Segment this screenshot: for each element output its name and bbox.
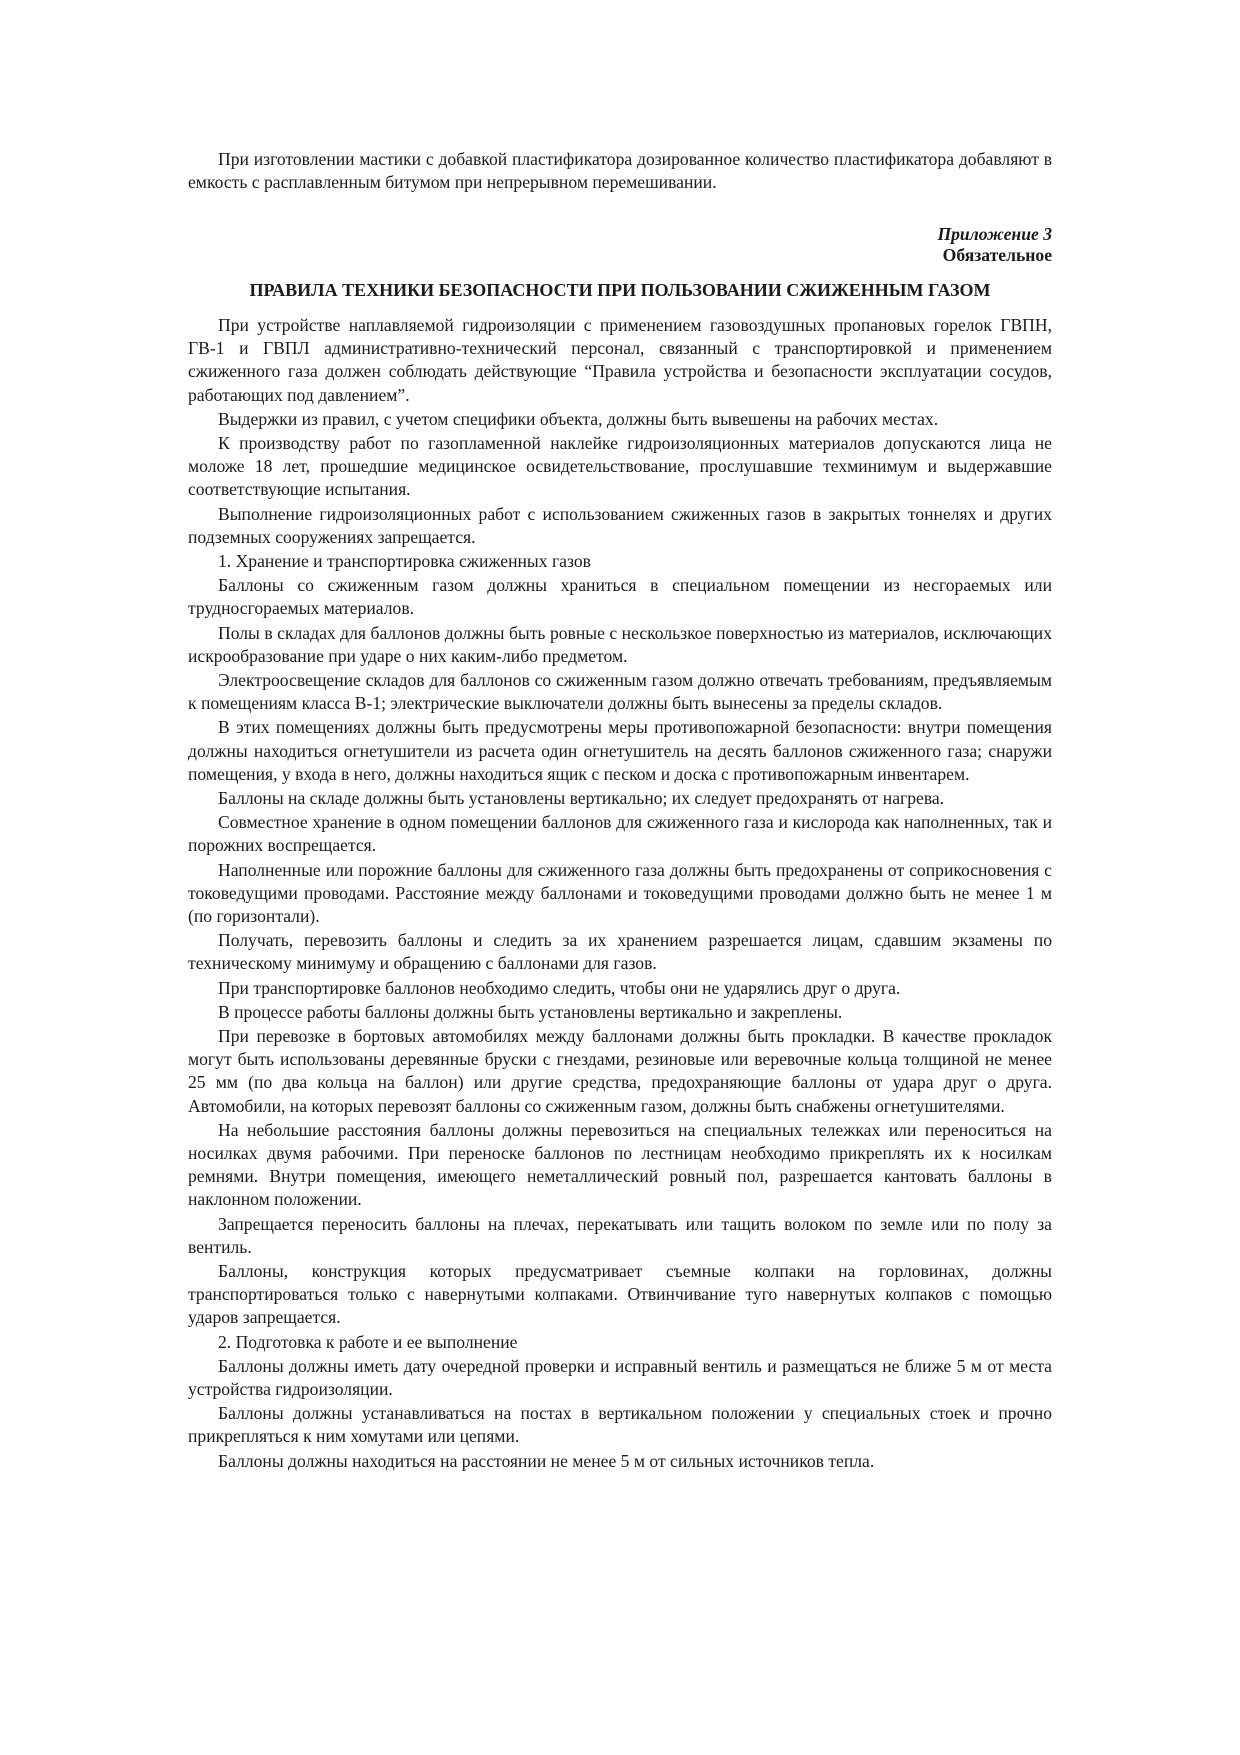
paragraph: Электроосвещение складов для баллонов со сжиженным газом должно отвечать требованиям, предъявляемым к помещениям класса В-1; электрические выключатели должны быть вынесены за пределы складов. bbox=[188, 669, 1052, 714]
paragraph: На небольшие расстояния баллоны должны перевозиться на специальных тележках или переноситься на носилках двумя рабочими. При переноске баллонов по лестницам необходимо прикреплять их к носилкам ремнями. Внутри помещения, имеющего неметаллический ровный пол, разрешается кантовать баллоны в наклонном положении. bbox=[188, 1119, 1052, 1210]
paragraph: Баллоны со сжиженным газом должны храниться в специальном помещении из несгораемых или трудносгораемых материалов. bbox=[188, 575, 1052, 619]
paragraph: Выдержки из правил, с учетом специфики объекта, должны быть вывешены на рабочих местах. bbox=[218, 408, 939, 429]
document-page bbox=[188, 148, 1052, 1474]
paragraph: При перевозке в бортовых автомобилях между баллонами должны быть прокладки. В качестве прокладок могут быть использованы деревянные бруски с гнездами, резиновые или веревочные кольца толщиной не менее 25 мм (по два кольца на баллон) или другие средства, предохраняющие баллоны от удара друг о друга. Автомобили, на которых перевозят баллоны со сжиженным газом, должны быть снабжены огнетушителями. bbox=[188, 1026, 1052, 1116]
paragraph: В процессе работы баллоны должны быть установлены вертикально и закреплены. bbox=[218, 1001, 843, 1022]
paragraph: В этих помещениях должны быть предусмотрены меры противопожарной безопасности: внутри помещения должны находиться огнетушители из расчета один огнетушитель на десять баллонов сжиженного газа; снаружи помещения, у входа в него, должны находиться ящик с песком и доска с противопожарным инвентарем. bbox=[188, 717, 1052, 784]
paragraph: При устройстве наплавляемой гидроизоляции с применением газовоздушных пропановых горелок ГВПН, ГВ-1 и ГВПЛ административно-технический персонал, связанный с транспортировкой и применением сжиженного газа должен соблюдать действующие “Правила устройства и безопасности эксплуатации сосудов, работающих под давлением”. bbox=[188, 314, 1052, 405]
intro-paragraph: При изготовлении мастики с добавкой пластификатора дозированное количество пластификатора добавляют в емкость с расплавленным битумом при непрерывном перемешивании. bbox=[188, 149, 1052, 193]
appendix-title: Приложение 3 bbox=[937, 224, 1052, 245]
paragraph: Получать, перевозить баллоны и следить за их хранением разрешается лицам, сдавшим экзамены по техническому минимуму и обращению с баллонами для газов. bbox=[188, 930, 1052, 974]
section-2-title: 2. Подготовка к работе и ее выполнение bbox=[218, 1331, 518, 1352]
paragraph: К производству работ по газопламенной наклейке гидроизоляционных материалов допускаются лица не моложе 18 лет, прошедшие медицинское освидетельствование, прослушавшие техминимум и выдержавшие соответствующие испытания. bbox=[188, 432, 1052, 500]
paragraph: Запрещается переносить баллоны на плечах, перекатывать или тащить волоком по земле или по полу за вентиль. bbox=[188, 1213, 1052, 1257]
section-1-title: 1. Хранение и транспортировка сжиженных газов bbox=[218, 550, 591, 571]
appendix-status: Обязательное bbox=[942, 245, 1052, 266]
paragraph: Баллоны, конструкция которых предусматривает съемные колпаки на горловинах, должны транспортироваться только с навернутыми колпаками. Отвинчивание туго навернутых колпаков с помощью ударов запрещается. bbox=[188, 1261, 1052, 1328]
paragraph: Баллоны должны иметь дату очередной проверки и исправный вентиль и размещаться не ближе 5 м от места устройства гидроизоляции. bbox=[188, 1355, 1052, 1400]
paragraph: Баллоны должны устанавливаться на постах в вертикальном положении у специальных стоек и прочно прикрепляться к ним хомутами или цепями. bbox=[188, 1403, 1052, 1447]
paragraph: Наполненные или порожние баллоны для сжиженного газа должны быть предохранены от соприкосновения с токоведущими проводами. Расстояние между баллонами и токоведущими проводами должно быть не менее 1 м (по горизонтали). bbox=[188, 859, 1052, 926]
paragraph: Баллоны должны находиться на расстоянии не менее 5 м от сильных источников тепла. bbox=[218, 1450, 875, 1471]
paragraph: Полы в складах для баллонов должны быть ровные с нескользкое поверхностью из материалов, исключающих искрообразование при ударе о них каким-либо предметом. bbox=[188, 622, 1052, 666]
paragraph: Баллоны на складе должны быть установлены вертикально; их следует предохранять от нагрева. bbox=[218, 787, 945, 808]
paragraph: При транспортировке баллонов необходимо следить, чтобы они не ударялись друг о друга. bbox=[218, 977, 901, 998]
appendix-label bbox=[188, 224, 1052, 266]
document-heading: ПРАВИЛА ТЕХНИКИ БЕЗОПАСНОСТИ ПРИ ПОЛЬЗОВАНИИ СЖИЖЕННЫМ ГАЗОМ bbox=[249, 280, 991, 301]
paragraph: Совместное хранение в одном помещении баллонов для сжиженного газа и кислорода как наполненных, так и порожних воспрещается. bbox=[188, 812, 1052, 856]
paragraph: Выполнение гидроизоляционных работ с использованием сжиженных газов в закрытых тоннелях и других подземных сооружениях запрещается. bbox=[188, 503, 1052, 547]
